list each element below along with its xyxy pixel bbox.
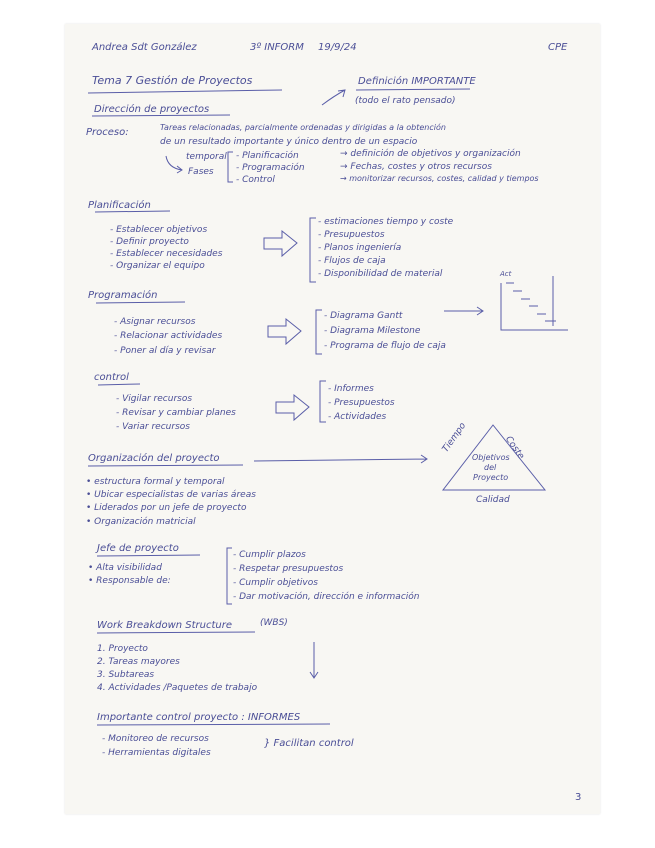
programacion-item-2: - Relacionar actividades (114, 331, 223, 341)
fase-item-2: - Programación (236, 163, 305, 173)
control-result-1: - Informes (328, 384, 374, 394)
programacion-item-3: - Poner al día y revisar (114, 346, 216, 356)
proceso-label: Proceso: (86, 127, 129, 138)
fase-result-1: → definición de objetivos y organización (340, 149, 521, 159)
planificacion-big-arrow (264, 231, 297, 256)
organizacion-item-4: • Organización matricial (86, 517, 196, 527)
control-result-2: - Presupuestos (328, 398, 395, 408)
page-tag: CPE (548, 42, 568, 53)
planificacion-result-2: - Presupuestos (318, 230, 385, 240)
jefe-item-2: • Responsable de: (88, 576, 171, 586)
planificacion-result-4: - Flujos de caja (318, 256, 386, 266)
topic-title: Tema 7 Gestión de Proyectos (92, 74, 253, 87)
informes-item-2: - Herramientas digitales (102, 748, 211, 758)
wbs-item-4: 4. Actividades /Paquetes de trabajo (97, 683, 258, 693)
wbs-item-2: 2. Tareas mayores (97, 657, 180, 667)
title-underline (88, 90, 282, 93)
planificacion-heading: Planificación (88, 200, 151, 211)
wbs-abbr: (WBS) (260, 618, 288, 628)
definition-underline (356, 89, 470, 90)
triangle-left-label: Tiempo (440, 421, 469, 455)
informes-note: } Facilitan control (264, 738, 354, 749)
gantt-bars (506, 276, 556, 326)
course-label: 3º INFORM (250, 42, 304, 53)
proceso-line-1: Tareas relacionadas, parcialmente ordenadas y dirigidas a la obtención (160, 123, 446, 132)
informes-heading: Importante control proyecto : INFORMES (97, 712, 301, 723)
organizacion-item-2: • Ubicar especialistas de varias áreas (86, 490, 256, 500)
triangle-center-3: Proyecto (473, 473, 509, 482)
informes-item-1: - Monitoreo de recursos (102, 734, 209, 744)
programacion-bracket (316, 310, 322, 354)
triangle-center-2: del (484, 463, 497, 472)
date-label: 19/9/24 (318, 42, 357, 53)
triangle-bottom-label: Calidad (476, 495, 510, 505)
organizacion-item-3: • Liderados por un jefe de proyecto (86, 503, 247, 513)
informes-underline (97, 724, 330, 725)
control-big-arrow (276, 395, 309, 420)
wbs-item-1: 1. Proyecto (97, 644, 148, 654)
temporal-label: temporal (186, 152, 227, 162)
planificacion-result-3: - Planos ingeniería (318, 243, 402, 253)
control-item-3: - Variar recursos (116, 422, 190, 432)
fase-item-1: - Planificación (236, 151, 299, 161)
programacion-result-1: - Diagrama Gantt (324, 311, 403, 321)
control-item-1: - Vigilar recursos (116, 394, 193, 404)
fase-item-3: - Control (236, 175, 275, 185)
definition-note: Definición IMPORTANTE (358, 76, 476, 87)
author-name: Andrea Sdt González (92, 42, 197, 53)
jefe-heading: Jefe de proyecto (97, 543, 179, 554)
proceso-line-2: de un resultado importante y único dentro de un espacio (160, 137, 418, 147)
programacion-underline (96, 302, 185, 303)
planificacion-bracket (310, 218, 316, 282)
jefe-responsibility-4: - Dar motivación, dirección e información (233, 592, 420, 602)
planificacion-result-1: - estimaciones tiempo y coste (318, 217, 454, 227)
organizacion-underline (88, 465, 243, 466)
jefe-responsibility-3: - Cumplir objetivos (233, 578, 318, 588)
triangle-right-label: Coste (502, 434, 526, 462)
fases-bracket (228, 152, 233, 182)
jefe-responsibility-1: - Cumplir plazos (233, 550, 306, 560)
jefe-item-1: • Alta visibilidad (88, 563, 162, 573)
organizacion-heading: Organización del proyecto (88, 453, 220, 464)
planificacion-item-2: - Definir proyecto (110, 237, 189, 247)
temporal-arrow (166, 156, 182, 173)
planificacion-item-3: - Establecer necesidades (110, 249, 223, 259)
intro-heading: Dirección de proyectos (94, 104, 210, 115)
programacion-heading: Programación (88, 290, 158, 301)
fase-result-3: → monitorizar recursos, costes, calidad y tiempos (340, 174, 539, 183)
programacion-item-1: - Asignar recursos (114, 317, 196, 327)
fase-result-2: → Fechas, costes y otros recursos (340, 162, 492, 172)
control-item-2: - Revisar y cambiar planes (116, 408, 236, 418)
planificacion-result-5: - Disponibilidad de material (318, 269, 443, 279)
gantt-label: Act (500, 270, 512, 278)
jefe-bracket (227, 548, 232, 604)
control-heading: control (94, 372, 129, 383)
jefe-responsibility-2: - Respetar presupuestos (233, 564, 344, 574)
programacion-result-3: - Programa de flujo de caja (324, 341, 446, 351)
gantt-arrow (444, 307, 483, 315)
wbs-item-3: 3. Subtareas (97, 670, 155, 680)
triangle-center-1: Objetivos (472, 453, 510, 462)
planificacion-item-1: - Establecer objetivos (110, 225, 208, 235)
planificacion-item-4: - Organizar el equipo (110, 261, 205, 271)
control-result-3: - Actividades (328, 412, 387, 422)
wbs-heading: Work Breakdown Structure (97, 620, 233, 631)
control-underline (98, 384, 140, 385)
jefe-underline (97, 555, 200, 556)
wbs-arrow (310, 642, 318, 678)
definition-subnote: (todo el rato pensado) (355, 96, 456, 106)
fases-label: Fases (188, 167, 214, 177)
organizacion-item-1: • estructura formal y temporal (86, 477, 225, 487)
programacion-result-2: - Diagrama Milestone (324, 326, 421, 336)
control-bracket (320, 381, 326, 422)
wbs-underline (97, 632, 255, 633)
programacion-big-arrow (268, 319, 301, 344)
page-number: 3 (575, 792, 582, 803)
definition-arrow (322, 90, 345, 105)
organizacion-arrow (254, 455, 427, 463)
